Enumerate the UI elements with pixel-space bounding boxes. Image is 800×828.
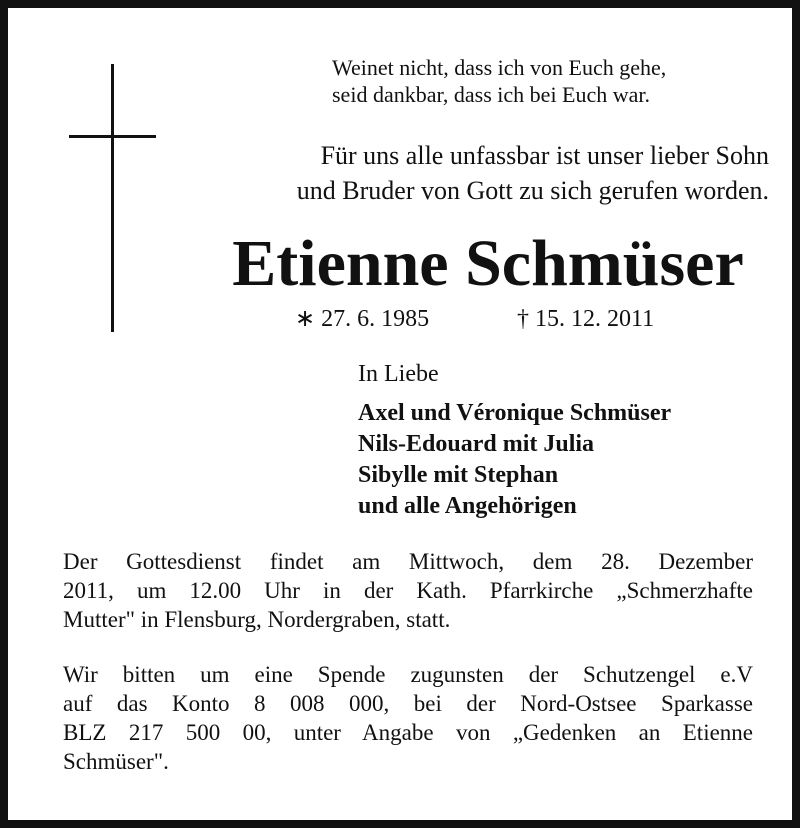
cross-horizontal-bar [69,135,156,138]
verse [332,54,772,108]
deceased-name: Etienne Schmüser [232,227,744,300]
birth-star-icon: ∗ [295,306,316,332]
donation-line: BLZ 217 500 00, unter Angabe von „Gedenken an Etienne [63,720,753,745]
service-line: 2011, um 12.00 Uhr in der Kath. Pfarrkirche „Schmerzhafte [63,578,753,603]
birth-date [295,304,429,334]
verse-line: Weinet nicht, dass ich von Euch gehe, [332,55,667,80]
mourners-intro: In Liebe [358,361,439,387]
mourner-name: Sibylle mit Stephan [358,462,559,488]
birth-date-value: 27. 6. 1985 [321,306,430,332]
announcement-line: und Bruder von Gott zu sich gerufen worden. [296,176,769,205]
death-cross-icon: † [517,306,529,332]
donation-info [63,660,753,776]
service-info [63,547,753,634]
donation-line: Wir bitten um eine Spende zugunsten der Schutzengel e.V [63,662,753,687]
verse-line: seid dankbar, dass ich bei Euch war. [332,82,651,107]
announcement [213,138,769,208]
mourner-name: Axel und Véronique Schmüser [358,400,672,426]
service-line: Mutter" in Flensburg, Nordergraben, statt. [63,607,451,632]
donation-line: auf das Konto 8 008 000, bei der Nord-Ostsee Sparkasse [63,691,753,716]
service-line: Der Gottesdienst findet am Mittwoch, dem 28. Dezember [63,549,753,574]
mourner-name: und alle Angehörigen [358,493,577,519]
mourner-name: Nils-Edouard mit Julia [358,431,595,457]
mourners-list [358,398,671,522]
death-date-value: 15. 12. 2011 [535,306,655,332]
cross-vertical-bar [111,64,114,332]
donation-line: Schmüser". [63,749,169,774]
death-date [517,304,654,334]
announcement-line: Für uns alle unfassbar ist unser lieber Sohn [320,141,769,170]
